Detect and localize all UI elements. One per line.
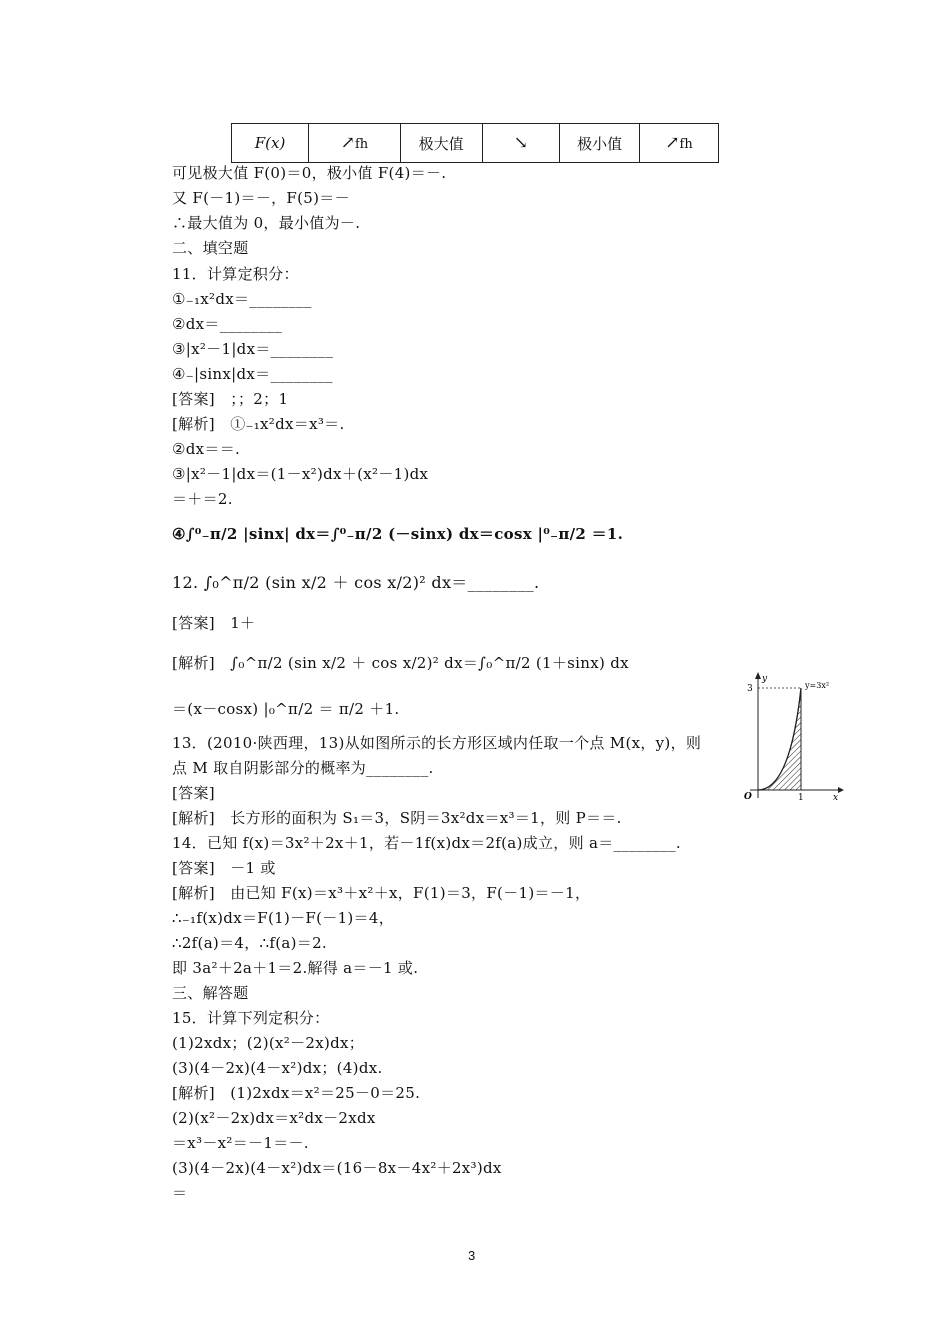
table-cell-min: 极小值 bbox=[560, 124, 640, 163]
solution-label: [解析] 由已知 F(x)＝x³＋x²＋x，F(1)＝3，F(－1)＝－1， bbox=[172, 884, 591, 902]
text-line: 点 M 取自阴影部分的概率为________. bbox=[172, 759, 434, 777]
solution-label: [解析] (1)2xdx＝x²＝25－0＝25. bbox=[172, 1084, 421, 1102]
text-line: (1)2xdx；(2)(x²－2x)dx； bbox=[172, 1034, 365, 1052]
x-axis-label: x bbox=[833, 793, 839, 802]
table-cell-fx: F(x) bbox=[232, 124, 309, 163]
text-line: ②dx＝________ bbox=[172, 315, 283, 333]
y-axis-arrow-icon bbox=[755, 672, 761, 679]
y-axis-label: y bbox=[762, 674, 768, 684]
solution-label: [解析] 长方形的面积为 S₁＝3，S阴＝3x²dx＝x³＝1，则 P＝＝. bbox=[172, 809, 622, 827]
question-11: 11．计算定积分： bbox=[172, 265, 299, 283]
y-tick-label: 3 bbox=[747, 684, 753, 694]
text-line: ①₋₁x²dx＝________ bbox=[172, 290, 312, 308]
text-line: (2)(x²－2x)dx＝x²dx－2xdx bbox=[172, 1109, 376, 1127]
solution-label: [解析] ∫₀^π/2 (sin x/2 ＋ cos x/2)² dx＝∫₀^π/2 (1＋sinx) dx bbox=[172, 654, 629, 672]
answer-label: [答案] bbox=[172, 784, 215, 802]
text-line: (3)(4－2x)(4－x²)dx＝(16－8x－4x²＋2x³)dx bbox=[172, 1159, 502, 1177]
arrow-up-right-icon: ↗ bbox=[665, 133, 680, 153]
text-line: 即 3a²＋2a＋1＝2.解得 a＝－1 或. bbox=[172, 959, 419, 977]
table-cell-increasing-2: ↗fh bbox=[639, 124, 718, 163]
question-12: 12. ∫₀^π/2 (sin x/2 ＋ cos x/2)² dx＝________. bbox=[172, 573, 540, 592]
formula-line: ④∫⁰₋π/2 |sinx| dx＝∫⁰₋π/2 (－sinx) dx＝cosx |⁰₋π/2 ＝1. bbox=[172, 525, 624, 543]
text-line: ③|x²－1|dx＝(1－x²)dx＋(x²－1)dx bbox=[172, 465, 429, 483]
question-14: 14．已知 f(x)＝3x²＋2x＋1，若－1f(x)dx＝2f(a)成立，则 a＝________. bbox=[172, 834, 681, 852]
x-tick-label: 1 bbox=[798, 793, 804, 802]
formula-line: ＝(x－cosx) |₀^π/2 ＝ π/2 ＋1. bbox=[172, 700, 400, 718]
arrow-down-right-icon: ↘ bbox=[513, 133, 528, 153]
answer-label: [答案] ；；2；1 bbox=[172, 390, 289, 408]
table-cell-max: 极大值 bbox=[400, 124, 482, 163]
section-heading: 三、解答题 bbox=[172, 984, 249, 1002]
text-line: 可见极大值 F(0)＝0，极小值 F(4)＝－. bbox=[172, 164, 447, 182]
text-line: ∴2f(a)＝4，∴f(a)＝2. bbox=[172, 934, 327, 952]
section-heading: 二、填空题 bbox=[172, 239, 249, 257]
question-13: 13．(2010·陕西理，13)从如图所示的长方形区域内任取一个点 M(x，y)，则 bbox=[172, 734, 702, 752]
table-cell-decreasing bbox=[482, 124, 560, 163]
question-15: 15．计算下列定积分： bbox=[172, 1009, 330, 1027]
page-number: 3 bbox=[468, 1248, 476, 1263]
parabola-area-graph bbox=[738, 672, 844, 802]
monotonicity-table bbox=[231, 123, 719, 163]
curve-label: y=3x² bbox=[805, 681, 830, 690]
text-line: ③|x²－1|dx＝________ bbox=[172, 340, 334, 358]
text-line: (3)(4－2x)(4－x²)dx；(4)dx. bbox=[172, 1059, 383, 1077]
text-line: ＝ bbox=[172, 1184, 188, 1202]
text-line: ＝x³－x²＝－1＝－. bbox=[172, 1134, 309, 1152]
text-line: 又 F(－1)＝－，F(5)＝－ bbox=[172, 189, 350, 207]
solution-label: [解析] ①₋₁x²dx＝x³＝. bbox=[172, 415, 345, 433]
origin-label: O bbox=[744, 792, 752, 802]
text-line: ④₋|sinx|dx＝________ bbox=[172, 365, 333, 383]
arrow-up-right-icon: ↗ bbox=[340, 133, 355, 153]
answer-label: [答案] －1 或 bbox=[172, 859, 276, 877]
text-line: ＝＋＝2. bbox=[172, 490, 233, 508]
text-line: ②dx＝＝. bbox=[172, 440, 241, 458]
text-line: ∴最大值为 0，最小值为－. bbox=[172, 214, 361, 232]
x-axis-arrow-icon bbox=[838, 787, 844, 793]
answer-label: [答案] 1＋ bbox=[172, 614, 256, 632]
table-cell-increasing: ↗fh bbox=[309, 124, 401, 163]
text-line: ∴₋₁f(x)dx＝F(1)－F(－1)＝4， bbox=[172, 909, 395, 927]
